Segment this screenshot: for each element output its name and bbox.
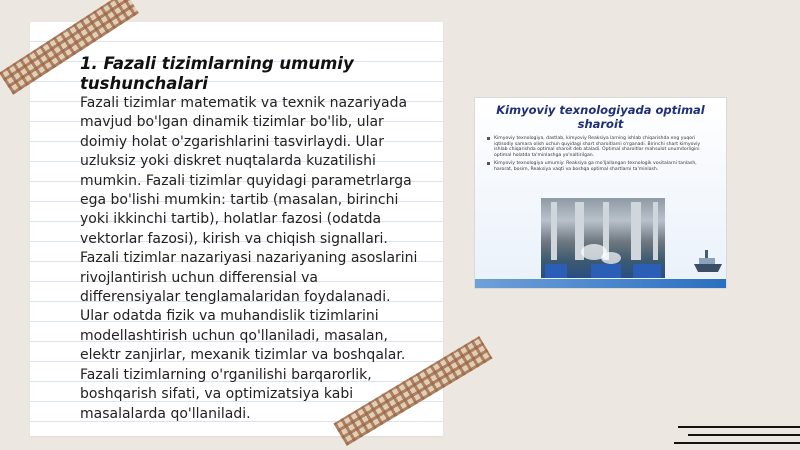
thumbnail-bullet-list [475, 136, 726, 173]
thumbnail-title: Kimyoviy texnologiyada optimal sharoit [496, 103, 705, 131]
thumbnail-footer-bar [475, 279, 726, 288]
slide-thumbnail-image [474, 97, 727, 289]
thumbnail-bullet: Kimyoviy texnologiya umumiy: Reaksiya ga mo'ljallangan texnologik vositalarni tanlash, harorat, bosim, Reaksiya vaqti va boshqa optimal shartlarni ta'minlash. [494, 161, 714, 172]
thumbnail-bullet: Kimyoviy texnologiya, dastlab, kimyoviy Reaksiya larning ishlab chiqarishda eng yuqori iqtisodiy samara olish uchun quyidagi shart sharoitlarni o'rganadi. Birinchi shart kimyoviy ishlab chiqarishda optimal sharoit deb ataladi. Optimal sharoitlar mahsulot unumdorligini optimal holatda ta'minlashga yo'naltirilgan. [494, 136, 714, 158]
ship-icon [693, 248, 723, 274]
slide-body-text: Fazali tizimlar matematik va texnik nazariyada mavjud bo'lgan dinamik tizimlar bo'lib, ular doimiy holat o'zgarishlarini tasvirlaydi. Ular uzluksiz yoki diskret nuqtalarda kuzatilishi mumkin. Fazali tizimlar quyidagi parametrlarga ega bo'lishi mumkin: tartib (masalan, birinchi yoki ikkinchi tartib), holatlar fazosi (odatda vektorlar fazosi), kirish va chiqish signallari. Fazali tizimlar nazariyasi nazariyaning asoslarini rivojlantirish uchun differensial va differensiyalar tenglamalaridan foydalanadi. Ular odatda fizik va muhandislik tizimlarini modellashtirish uchun qo'llaniladi, masalan, elektr zanjirlar, mexanik tizimlar va boshqalar. Fazali tizimlarning o'rganilishi barqarorlik, boshqarish sifati, va optimizatsiya kabi masalalarda qo'llaniladi. [80, 95, 418, 422]
slide-title: 1. Fazali tizimlarning umumiy tushunchalari [80, 54, 354, 93]
decorative-line [674, 442, 800, 444]
decorative-line [688, 434, 800, 436]
decorative-line [678, 426, 800, 428]
factory-photo [541, 198, 665, 278]
